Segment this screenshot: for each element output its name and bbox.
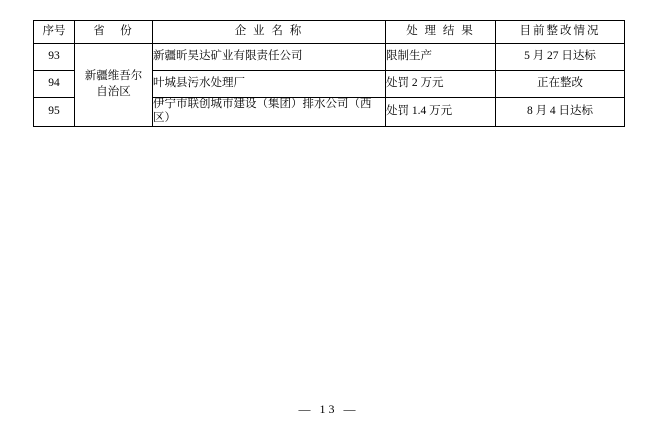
- column-header-enterprise-name: 企 业 名 称: [153, 21, 386, 44]
- cell-result: 限制生产: [386, 44, 496, 71]
- cell-enterprise-name: 叶城县污水处理厂: [153, 71, 386, 98]
- page-number: — 13 —: [298, 402, 359, 416]
- column-header-sequence: 序号: [34, 21, 75, 44]
- cell-enterprise-name: 伊宁市联创城市建设（集团）排水公司（西区）: [153, 98, 386, 127]
- cell-status: 8 月 4 日达标: [496, 98, 625, 127]
- table-header: [34, 21, 625, 44]
- table-row: [34, 44, 625, 71]
- cell-sequence: 93: [34, 44, 75, 71]
- province-line-1: 新疆维吾尔: [84, 70, 143, 83]
- cell-status: 正在整改: [496, 71, 625, 98]
- column-header-result: 处 理 结 果: [386, 21, 496, 44]
- cell-province: [75, 44, 153, 127]
- cell-sequence: 94: [34, 71, 75, 98]
- cell-status: 5 月 27 日达标: [496, 44, 625, 71]
- cell-result: 处罚 2 万元: [386, 71, 496, 98]
- column-header-status: 目前整改情况: [496, 21, 625, 44]
- column-header-province: 省 份: [75, 21, 153, 44]
- cell-enterprise-name: 新疆昕昊达矿业有限责任公司: [153, 44, 386, 71]
- pollution-enterprise-table: [33, 20, 625, 127]
- cell-result: 处罚 1.4 万元: [386, 98, 496, 127]
- table-header-row: [34, 21, 625, 44]
- cell-sequence: 95: [34, 98, 75, 127]
- table-body: [34, 44, 625, 127]
- province-line-2: 自治区: [96, 85, 131, 98]
